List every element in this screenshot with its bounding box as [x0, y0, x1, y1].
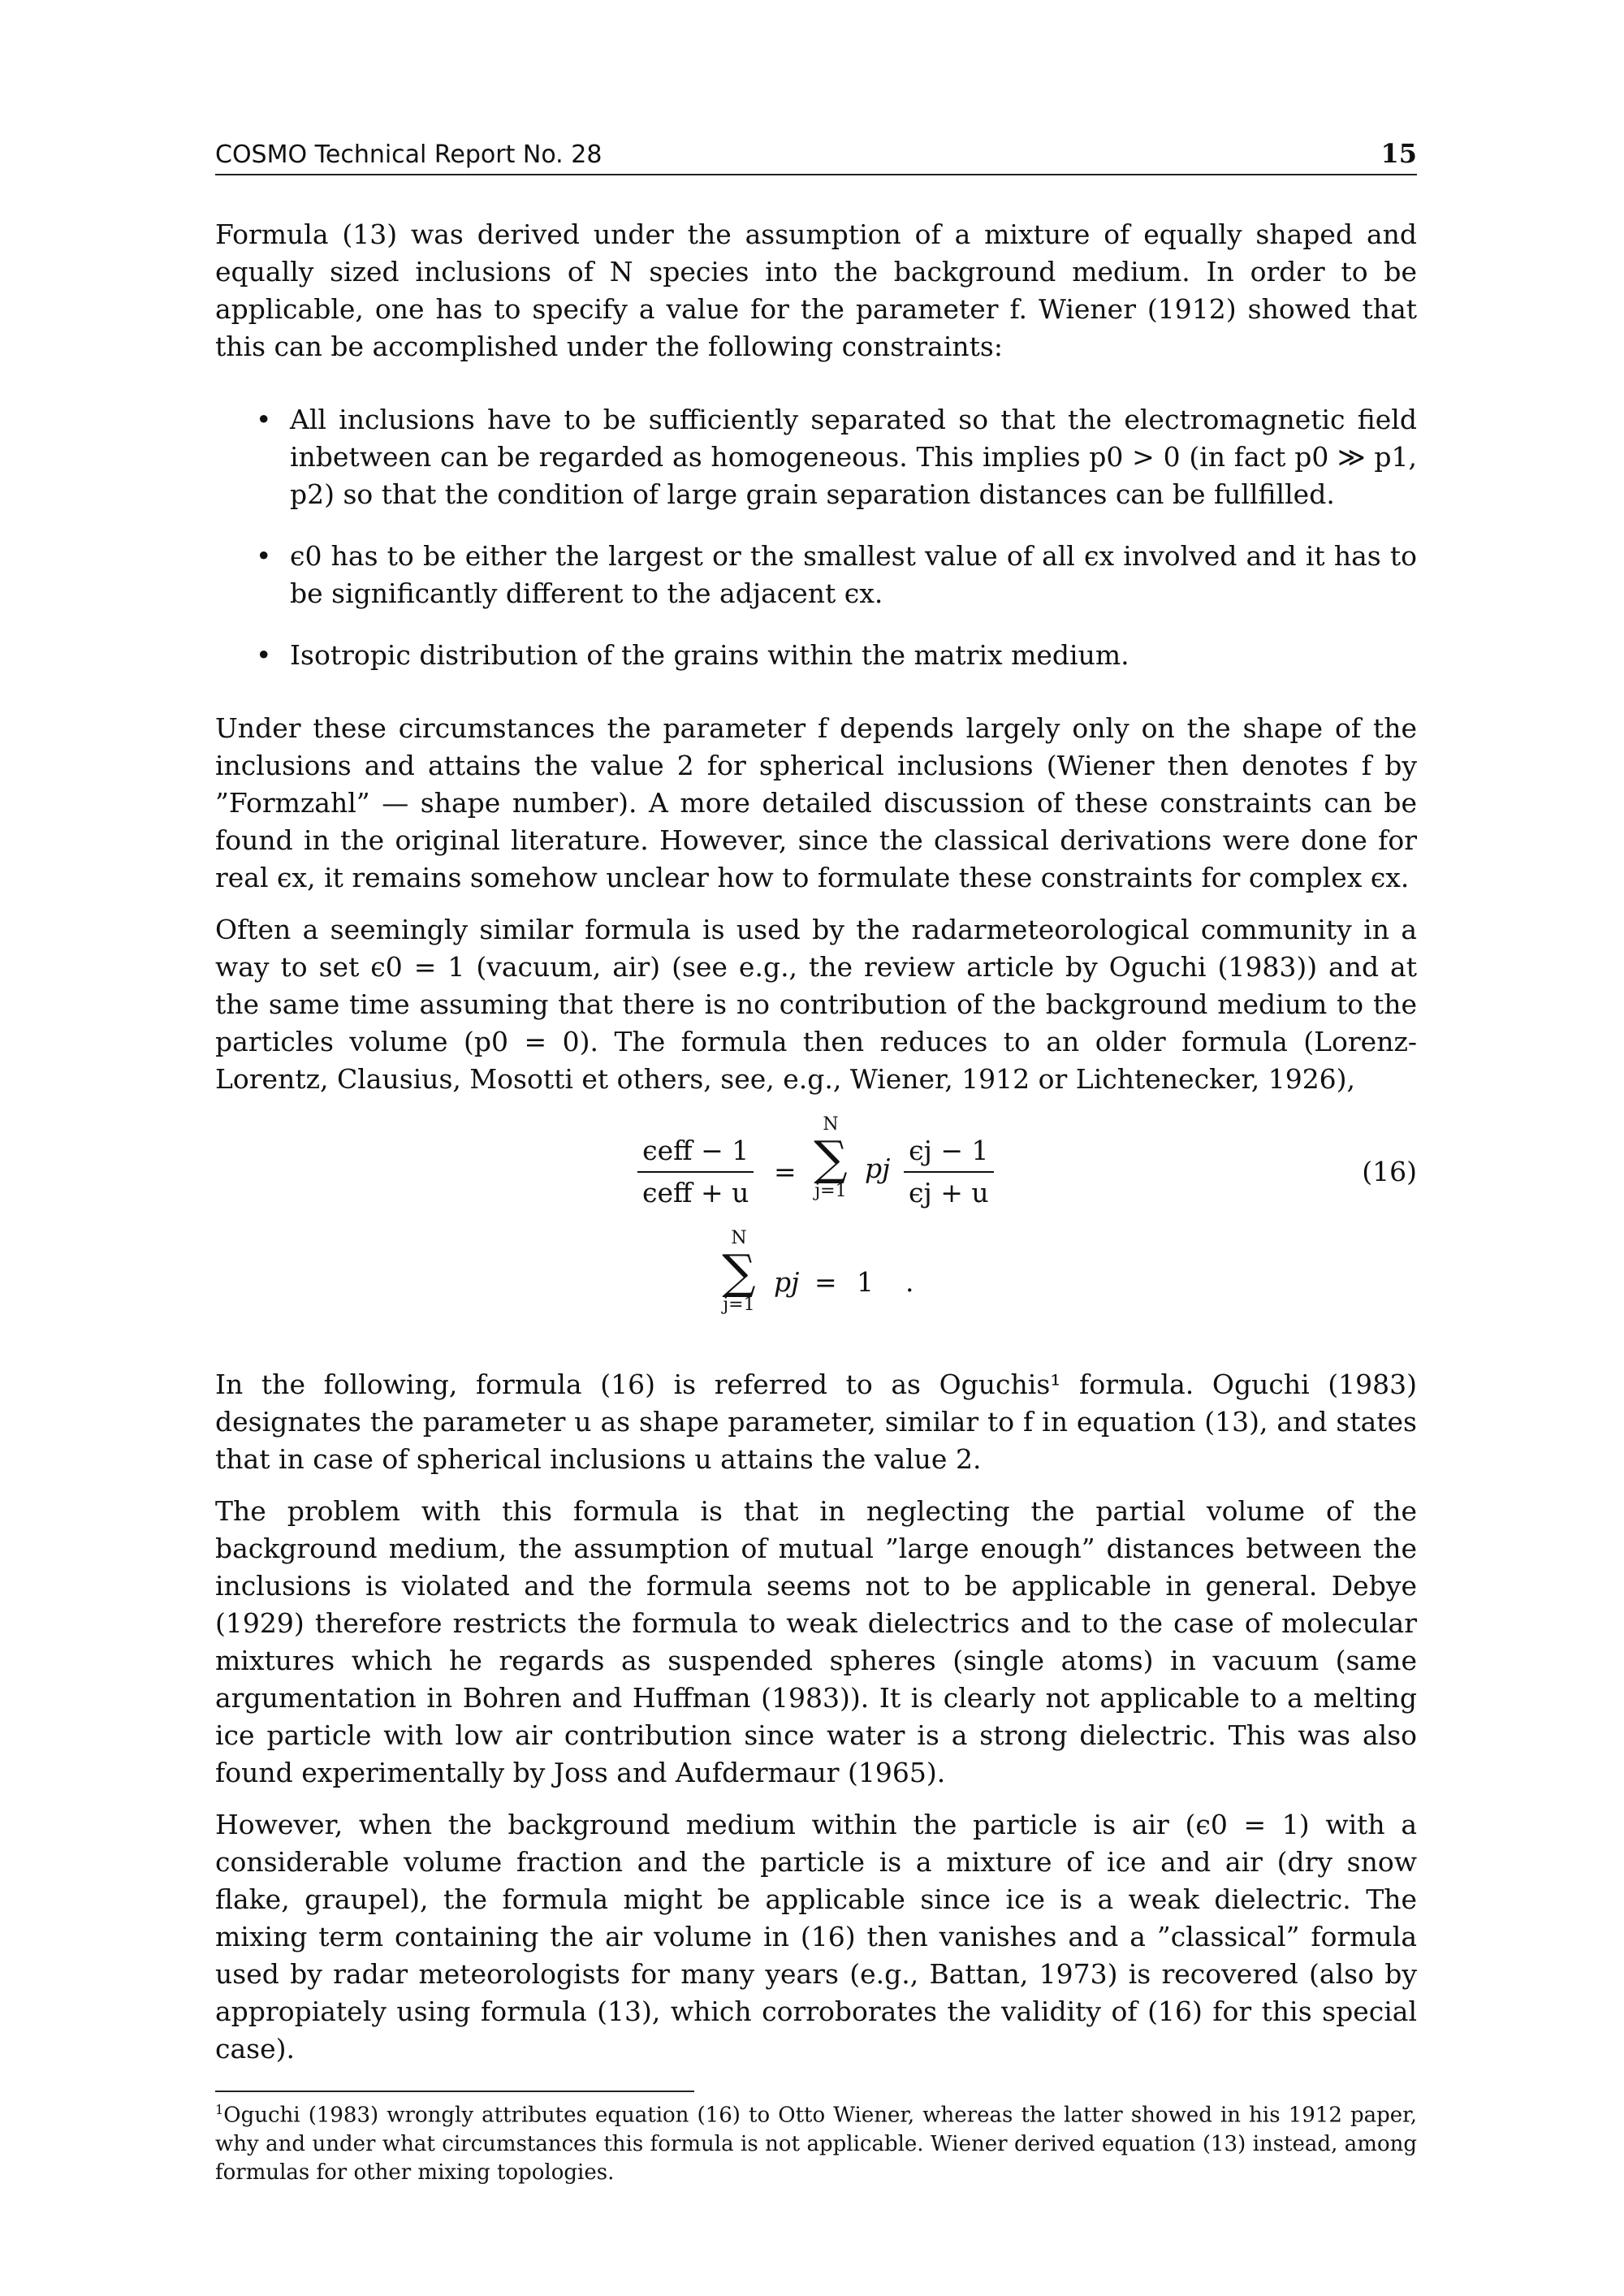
equation-period: . — [905, 1266, 914, 1298]
rhs-denominator: ϵj + u — [909, 1177, 989, 1209]
paragraph-2: Under these circumstances the parameter f depends largely only on the shape of the inclusions and attains the value 2 for spherical inclusions (Wiener then denotes f by ”Formzahl” — shape number). A more detailed discussion of these constraints can be found in the original literature. However, since the classical derivations were done for real ϵx, it remains somehow unclear how to formulate these constraints for complex ϵx. — [215, 712, 1417, 893]
sum-value: 1 — [857, 1266, 874, 1298]
rhs-fraction — [904, 1132, 994, 1212]
lhs-denominator: ϵeff + u — [642, 1177, 749, 1209]
bullet-text-2: ϵ0 has to be either the largest or the smallest value of all ϵx involved and it has to be significantly different to the adjacent ϵx. — [290, 540, 1417, 609]
body-text — [215, 216, 1417, 2187]
paragraph-6: However, when the background medium within the particle is air (ϵ0 = 1) with a considerable volume fraction and the particle is a mixture of ice and air (dry snow flake, graupel), the formula might be applicable since ice is a weak dielectric. The mixing term containing the air volume in (16) then vanishes and a ”classical” formula used by radar meteorologists for many years (e.g., Battan, 1973) is recovered (also by appropiately using formula (13), which corroborates the validity of (16) for this special case). — [215, 1809, 1417, 2065]
bullet-icon: • — [256, 639, 272, 671]
sigma-icon: ∑ — [814, 1131, 848, 1186]
paragraph-1: Formula (13) was derived under the assumption of a mixture of equally shaped and equally sized inclusions of N species into the background medium. In order to be applicable, one has to specify a value for the parameter f. Wiener (1912) showed that this can be accomplished under the following constraints: — [215, 218, 1417, 362]
paragraph-3: Often a seemingly similar formula is used by the radarmeteorological community in a way to set ϵ0 = 1 (vacuum, air) (see e.g., the review article by Oguchi (1983)) and at the same time assuming that there is no contribution of the background medium to the particles volume (p0 = 0). The formula then reduces to an older formula (Lorenz-Lorentz, Clausius, Mosotti et others, see, e.g., Wiener, 1912 or Lichtenecker, 1926), — [215, 914, 1417, 1095]
paragraph-5: The problem with this formula is that in neglecting the partial volume of the background medium, the assumption of mutual ”large enough” distances between the inclusions is violated and the formula seems not to be applicable in general. Debye (1929) therefore restricts the formula to weak dielectrics and to the case of molecular mixtures which he regards as suspended spheres (single atoms) in vacuum (same argumentation in Bohren and Huffman (1983)). It is clearly not applicable to a melting ice particle with low air contribution since water is a strong dielectric. This was also found experimentally by Joss and Aufdermaur (1965). — [215, 1495, 1417, 1788]
equation-number: (16) — [1362, 1156, 1417, 1187]
bullet-text-3: Isotropic distribution of the grains within the matrix medium. — [290, 639, 1129, 671]
running-header — [215, 138, 1417, 175]
list-item — [215, 637, 1417, 674]
footnote — [215, 2095, 1417, 2187]
pj-term: pj — [865, 1152, 891, 1184]
lhs-fraction — [637, 1132, 754, 1212]
footnote-divider — [215, 2091, 694, 2092]
list-item — [215, 538, 1417, 612]
rhs-numerator: ϵj − 1 — [904, 1132, 994, 1173]
bullet-text-1: All inclusions have to be sufficiently separated so that the electromagnetic field inbetween can be regarded as homogeneous. This implies p0 > 0 (in fact p0 ≫ p1, p2) so that the condition of large grain separation distances can be fullfilled. — [290, 404, 1417, 510]
page-number: 15 — [1380, 138, 1417, 169]
sum-upper-limit: N — [823, 1114, 839, 1135]
sum-upper-limit: N — [731, 1228, 747, 1248]
sum-operator — [806, 1114, 855, 1202]
sigma-icon: ∑ — [722, 1244, 756, 1299]
bullet-icon: • — [256, 540, 272, 572]
lhs-numerator: ϵeff − 1 — [637, 1132, 754, 1173]
footnote-marker: 1 — [215, 2102, 224, 2117]
sum-lower-limit: j=1 — [814, 1181, 847, 1201]
paragraph-4: In the following, formula (16) is referred to as Oguchis¹ formula. Oguchi (1983) designates the parameter u as shape parameter, similar to f in equation (13), and states that in case of spherical inclusions u attains the value 2. — [215, 1369, 1417, 1475]
bullet-icon: • — [256, 404, 272, 435]
sum-operator-2 — [715, 1228, 763, 1316]
page — [215, 138, 1417, 2187]
sum-lower-limit: j=1 — [723, 1295, 755, 1315]
equals-sign-2: = — [814, 1266, 837, 1298]
pj-term-2: pj — [774, 1266, 800, 1298]
report-title: COSMO Technical Report No. 28 — [215, 141, 603, 169]
list-item — [215, 401, 1417, 513]
footnote-text: Oguchi (1983) wrongly attributes equation (16) to Otto Wiener, whereas the latter showed in his 1912 paper, why and under what circumstances this formula is not applicable. Wiener derived equation (13) instead, among formulas for other mixing topologies. — [215, 2103, 1417, 2185]
constraints-list — [215, 401, 1417, 674]
equation-16 — [215, 1114, 1417, 1346]
equals-sign: = — [774, 1156, 797, 1187]
